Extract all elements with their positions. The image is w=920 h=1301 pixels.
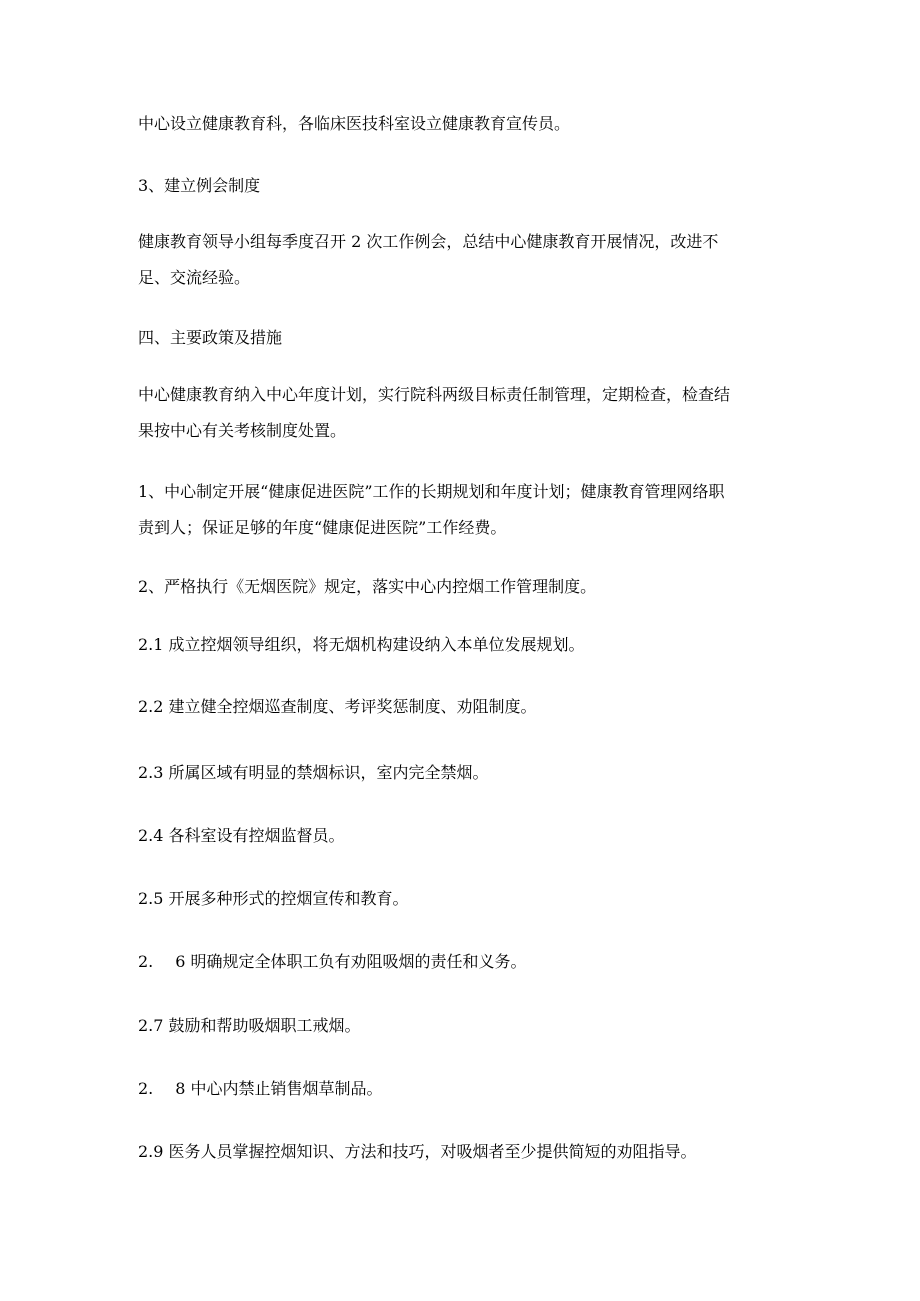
text-line: 足、交流经验。 — [138, 268, 251, 287]
text-line: 2.1 成立控烟领导组织，将无烟机构建设纳入本单位发展规划。 — [138, 635, 585, 654]
text-line: 果按中心有关考核制度处置。 — [138, 421, 347, 440]
paragraph-item-2-7 — [138, 1008, 788, 1044]
paragraph-meetings — [138, 224, 788, 296]
heading-meeting-system — [138, 168, 788, 204]
paragraph-health-department — [138, 106, 788, 142]
text-line: 四、主要政策及措施 — [138, 328, 283, 347]
paragraph-item-2-2 — [138, 689, 788, 725]
text-line: 责到人；保证足够的年度“健康促进医院”工作经费。 — [138, 518, 507, 537]
text-line: 中心健康教育纳入中心年度计划，实行院科两级目标责任制管理，定期检查，检查结 — [138, 385, 731, 404]
text-line: 2.9 医务人员掌握控烟知识、方法和技巧，对吸烟者至少提供简短的劝阻指导。 — [138, 1142, 697, 1161]
text-line: 2.7 鼓励和帮助吸烟职工戒烟。 — [138, 1016, 361, 1035]
paragraph-annual-plan — [138, 377, 788, 449]
paragraph-item-2-9 — [138, 1134, 788, 1170]
paragraph-item-2-4 — [138, 818, 788, 854]
text-line: 2.4 各科室设有控烟监督员。 — [138, 826, 345, 845]
text-line: 6 明确规定全体职工负有劝阻吸烟的责任和义务。 — [175, 952, 527, 971]
paragraph-item-1 — [138, 474, 788, 546]
text-line: 1、中心制定开展“健康促进医院”工作的长期规划和年度计划；健康教育管理网络职 — [138, 482, 725, 501]
text-line: 健康教育领导小组每季度召开 2 次工作例会，总结中心健康教育开展情况，改进不 — [138, 232, 719, 251]
text-line: 2.3 所属区域有明显的禁烟标识，室内完全禁烟。 — [138, 763, 489, 782]
item-number: 2. — [138, 1079, 154, 1098]
text-line: 3、建立例会制度 — [138, 176, 261, 195]
text-line: 2.2 建立健全控烟巡查制度、考评奖惩制度、劝阻制度。 — [138, 697, 537, 716]
paragraph-item-2-3 — [138, 755, 788, 791]
item-number: 2. — [138, 952, 154, 971]
paragraph-item-2-8 — [138, 1071, 788, 1107]
text-line: 2、严格执行《无烟医院》规定，落实中心内控烟工作管理制度。 — [138, 577, 597, 596]
text-line: 中心设立健康教育科，各临床医技科室设立健康教育宣传员。 — [138, 114, 571, 133]
paragraph-item-2-1 — [138, 627, 788, 663]
paragraph-item-2-5 — [138, 881, 788, 917]
paragraph-item-2-6 — [138, 944, 788, 980]
paragraph-item-2 — [138, 569, 788, 605]
text-line: 8 中心内禁止销售烟草制品。 — [175, 1079, 383, 1098]
text-line: 2.5 开展多种形式的控烟宣传和教育。 — [138, 889, 409, 908]
heading-main-policies — [138, 320, 788, 356]
